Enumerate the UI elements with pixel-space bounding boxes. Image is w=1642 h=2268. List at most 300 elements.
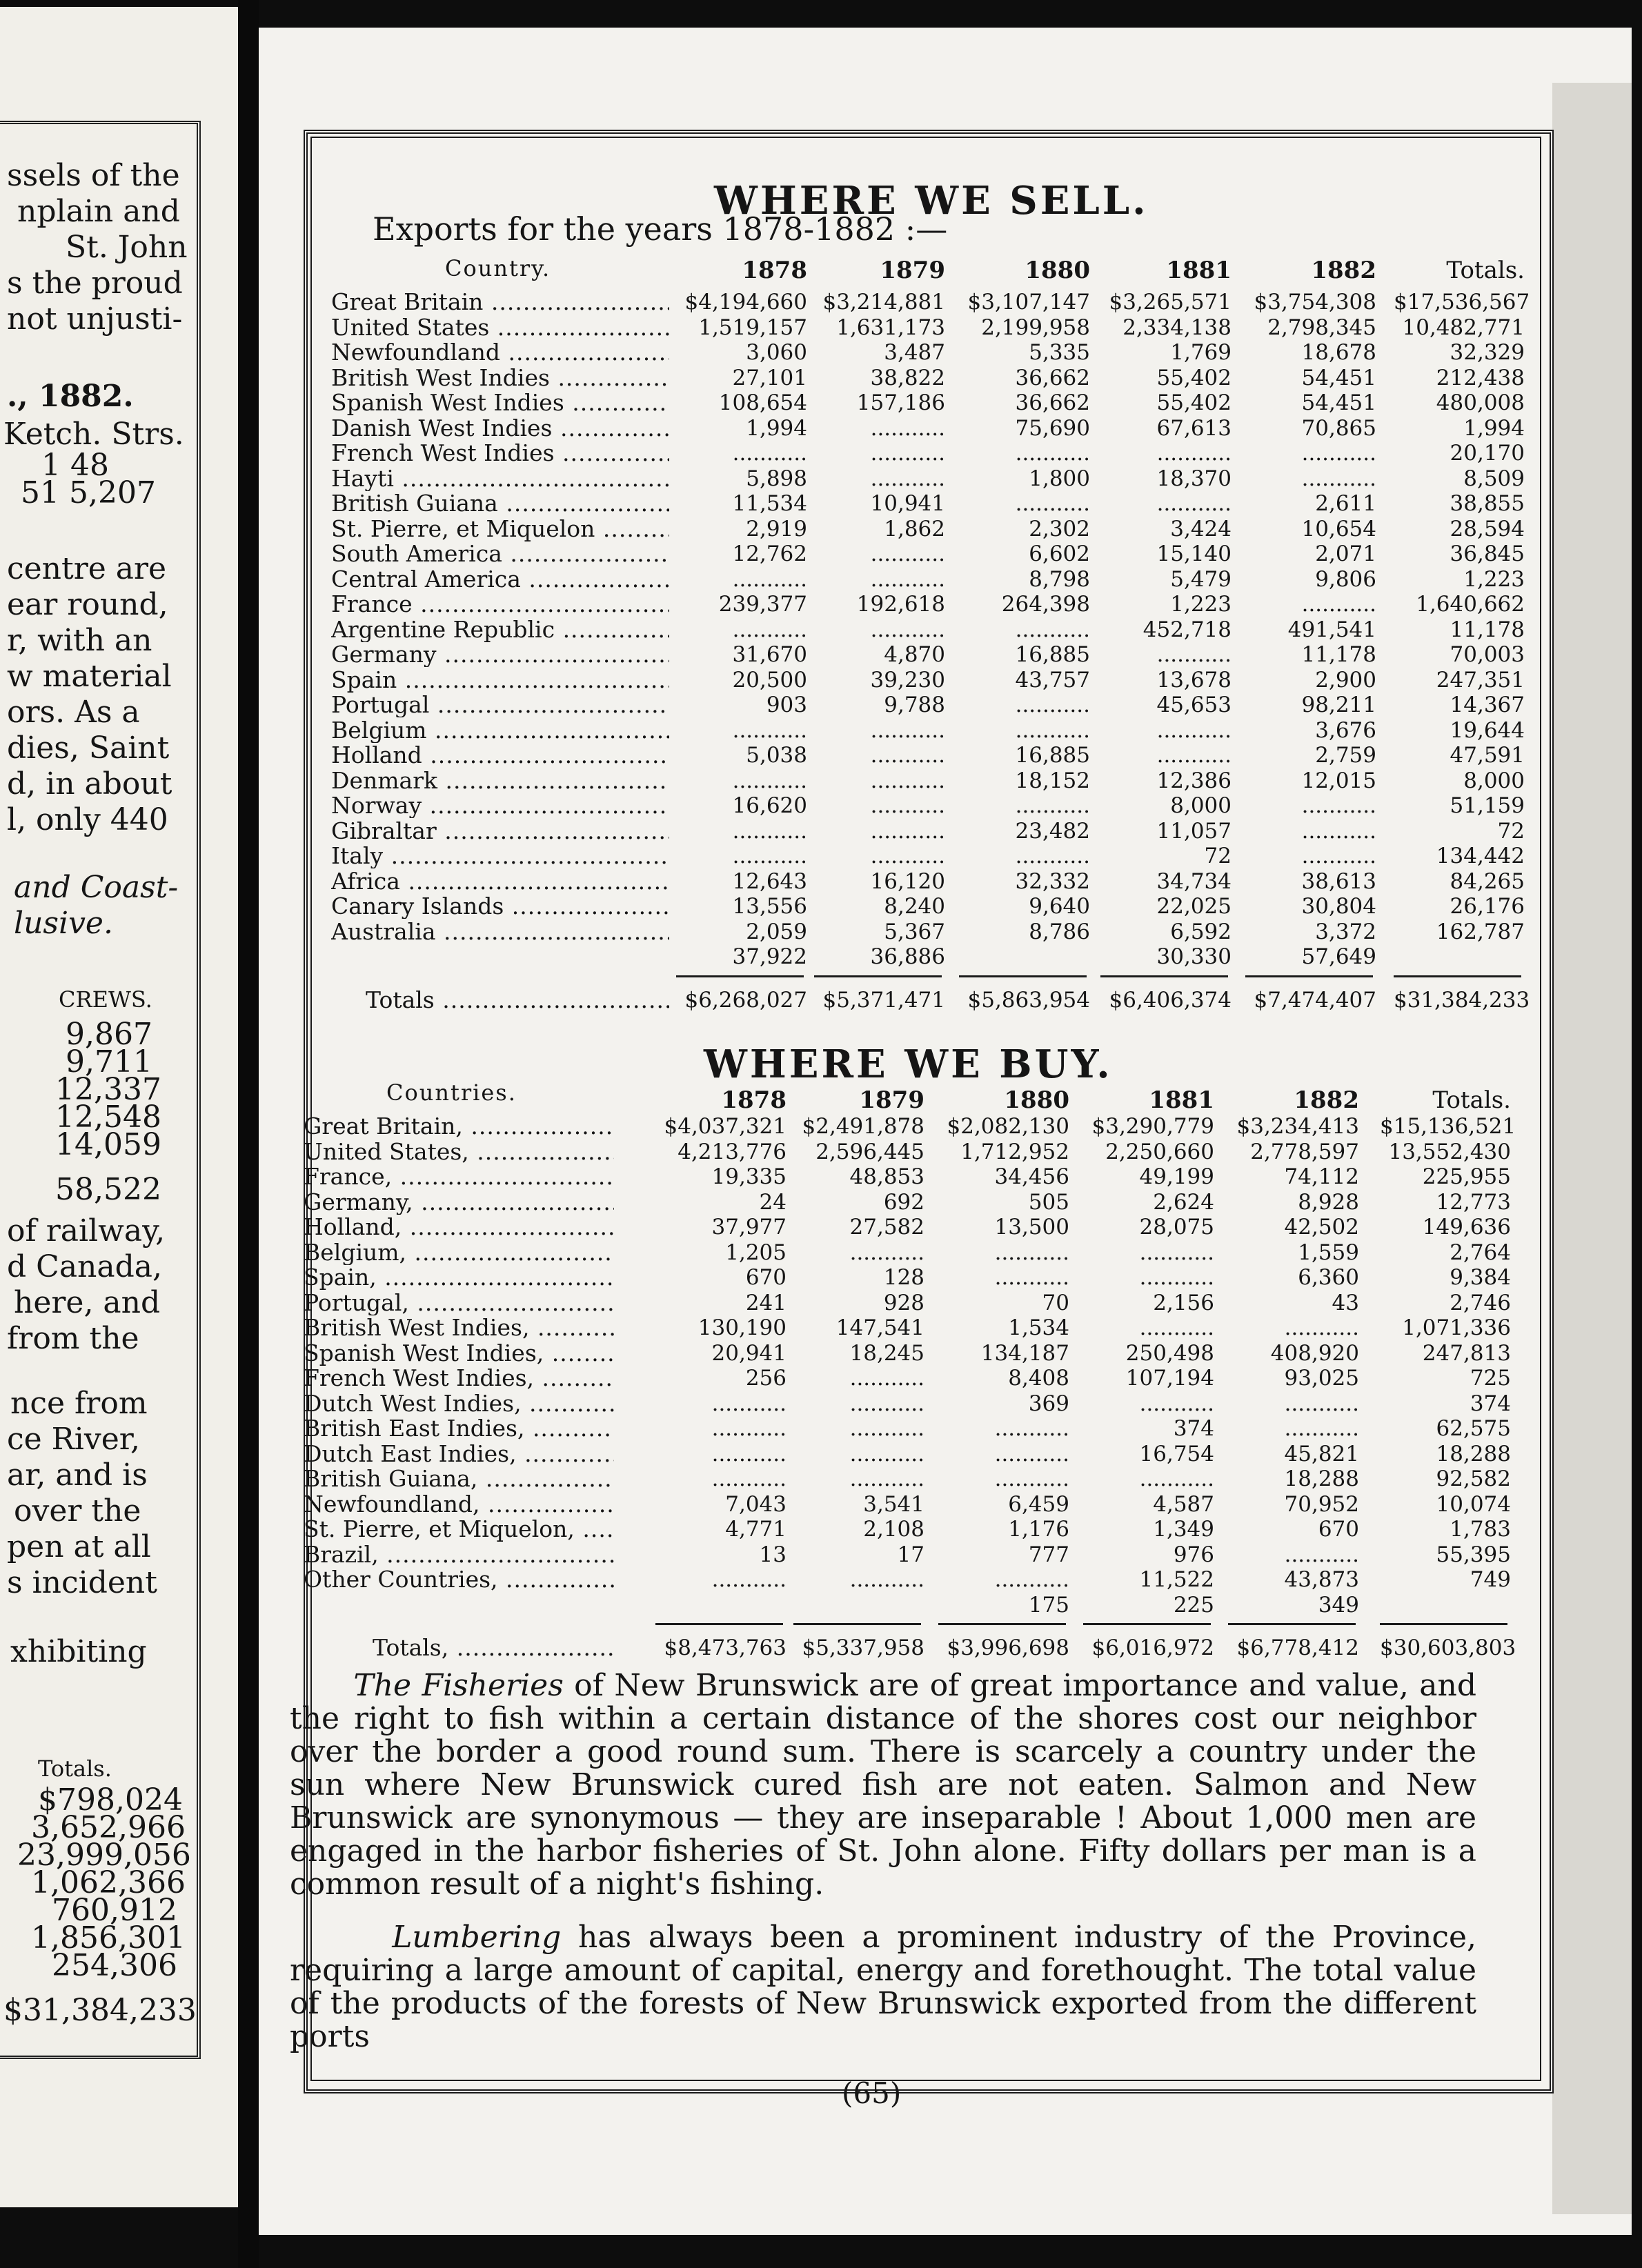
sell-value-cell: 162,787 [1436, 919, 1525, 944]
sell-value-cell: 84,265 [1450, 868, 1525, 894]
buy-totals-rule [1380, 1623, 1507, 1625]
sell-value-cell: 45,653 [1156, 693, 1232, 717]
buy-value-cell: ........... [994, 1441, 1069, 1466]
sell-country-name: Canary Islands ..... [331, 894, 669, 919]
sell-value-cell: 30,804 [1301, 894, 1376, 919]
left-page-line: 1,062,366 [31, 1865, 186, 1900]
sell-value-cell: 1,223 [1170, 592, 1232, 617]
sell-value-cell: ........... [1015, 491, 1090, 516]
buy-country-name: Other Countries, ..... [304, 1567, 614, 1592]
sell-country-name: St. Pierre, et Miquelon ..... [331, 517, 669, 541]
sell-year-header: 1879 [880, 257, 945, 284]
sell-value-cell: ........... [1015, 793, 1090, 818]
buy-table-row [304, 1341, 1518, 1366]
sell-value-cell: 134,442 [1436, 844, 1525, 868]
buy-value-cell: ........... [994, 1416, 1069, 1441]
left-page-line: lusive. [14, 906, 113, 941]
sell-table-row [331, 416, 1545, 441]
buy-country-name: Great Britain, ..... [304, 1114, 614, 1139]
buy-value-cell: 24 [759, 1189, 787, 1215]
buy-value-cell: ........... [1139, 1391, 1214, 1416]
left-page-line: s the proud [7, 266, 183, 301]
sell-value-cell: ........... [1156, 491, 1232, 516]
buy-totals-rule [793, 1623, 921, 1625]
buy-country-name: British Guiana, ..... [304, 1466, 614, 1491]
sell-country-name: Spain ..... [331, 668, 669, 693]
sell-value-cell: 4,870 [884, 642, 945, 667]
sell-value-cell: 39,230 [870, 667, 945, 693]
buy-value-cell: 2,250,660 [1105, 1139, 1214, 1164]
buy-value-cell: 1,071,336 [1402, 1315, 1511, 1340]
buy-value-cell: 134,187 [980, 1340, 1069, 1366]
sell-value-cell: 10,941 [870, 491, 945, 516]
buy-table-row [304, 1416, 1518, 1441]
sell-totals-rule [676, 975, 804, 977]
buy-table-row [304, 1442, 1518, 1466]
buy-value-cell: ........... [1139, 1240, 1214, 1265]
left-page-line: s incident [7, 1565, 157, 1600]
sell-totals-rule [959, 975, 1087, 977]
buy-value-cell: 8,928 [1298, 1189, 1359, 1215]
sell-value-cell: 32,329 [1450, 340, 1525, 365]
sell-value-cell: 10,654 [1301, 516, 1376, 541]
buy-country-name: Newfoundland, ..... [304, 1492, 614, 1517]
buy-value-cell: 777 [1028, 1542, 1069, 1567]
sell-value-cell: 18,370 [1156, 466, 1232, 491]
left-page-line: Totals. [38, 1755, 112, 1782]
buy-value-cell: 749 [1470, 1567, 1511, 1592]
buy-value-cell: 18,288 [1436, 1441, 1511, 1466]
buy-value-cell: 976 [1173, 1542, 1214, 1567]
sell-value-cell: 12,762 [732, 541, 807, 566]
sell-country-name: Germany ..... [331, 642, 669, 667]
sell-value-cell: 72 [1204, 844, 1232, 868]
sell-value-cell: 9,806 [1315, 566, 1376, 592]
sell-country-name: South America ..... [331, 541, 669, 566]
buy-value-cell: 27,582 [849, 1215, 924, 1240]
left-page-line: xhibiting [10, 1634, 147, 1669]
sell-value-cell: 1,994 [1463, 415, 1525, 441]
sell-value-cell: 5,898 [746, 466, 807, 491]
sell-value-cell: 3,424 [1170, 516, 1232, 541]
buy-table-row [304, 1542, 1518, 1567]
fisheries-paragraph [290, 1669, 1476, 1901]
buy-value-cell: 175 [1028, 1592, 1069, 1618]
sell-value-cell: 1,640,662 [1416, 592, 1525, 617]
sell-value-cell: 2,071 [1315, 541, 1376, 566]
sell-value-cell: 903 [766, 693, 807, 717]
buy-value-cell: 670 [1318, 1517, 1359, 1542]
sell-value-cell: ........... [870, 818, 945, 844]
buy-table-row [304, 1215, 1518, 1240]
sell-value-cell: 38,855 [1450, 491, 1525, 516]
buy-value-cell: 2,156 [1153, 1290, 1214, 1315]
buy-value-cell: 9,384 [1450, 1265, 1511, 1290]
sell-country-name: British Guiana ..... [331, 491, 669, 516]
left-page-line: r, with an [7, 623, 152, 658]
sell-value-cell: 8,786 [1029, 919, 1090, 944]
buy-value-cell: ........... [1284, 1416, 1359, 1441]
lumbering-text: has always been a prominent industry of the Province, requiring a large amount of capital, energy and forethought. The total value of the products of the forests of New Brunswick exported from the different ports [290, 1920, 1476, 2054]
sell-value-cell: 5,335 [1029, 340, 1090, 365]
buy-table-row [304, 1265, 1518, 1290]
buy-value-cell: 1,349 [1153, 1517, 1214, 1542]
sell-value-cell: 47,591 [1450, 743, 1525, 768]
sell-value-cell: 8,509 [1463, 466, 1525, 491]
buy-value-cell: ........... [849, 1366, 924, 1391]
buy-value-cell: 2,596,445 [815, 1139, 924, 1164]
sell-country-name: Hayti ..... [331, 466, 669, 491]
sell-table-row [331, 315, 1545, 340]
sell-value-cell: 264,398 [1001, 592, 1090, 617]
sell-value-cell: 1,631,173 [836, 315, 945, 340]
left-page-line: l, only 440 [7, 802, 168, 837]
sell-value-cell: 57,649 [1301, 944, 1376, 969]
sell-country-name: Denmark ..... [331, 768, 669, 793]
sell-year-header: Totals. [1446, 257, 1525, 284]
buy-value-cell: $15,136,521 [1380, 1114, 1516, 1139]
sell-country-name: France ..... [331, 592, 669, 617]
buy-value-cell: 2,764 [1450, 1240, 1511, 1265]
left-page-line: and Coast- [14, 870, 179, 905]
sell-value-cell: ........... [870, 717, 945, 743]
sell-value-cell: ........... [1301, 793, 1376, 818]
sell-value-cell: 1,519,157 [698, 315, 807, 340]
sell-value-cell: ........... [870, 793, 945, 818]
sell-table-row [331, 592, 1545, 617]
left-page-line: 254,306 [52, 1948, 177, 1983]
buy-value-cell: ........... [1139, 1265, 1214, 1290]
buy-value-cell: ........... [711, 1466, 787, 1491]
left-page-line: CREWS. [59, 986, 152, 1013]
sell-table-row [331, 491, 1545, 516]
sell-value-cell: ........... [1015, 693, 1090, 717]
sell-value-cell: 13,556 [732, 894, 807, 919]
sell-value-cell: ........... [1301, 844, 1376, 868]
buy-year-header: 1878 [721, 1086, 787, 1114]
buy-value-cell: 43,873 [1284, 1567, 1359, 1592]
sell-value-cell: 8,240 [884, 894, 945, 919]
sell-table-row [331, 642, 1545, 667]
sell-value-cell: 15,140 [1156, 541, 1232, 566]
buy-table-row [304, 1492, 1518, 1517]
buy-value-cell: 70 [1042, 1290, 1069, 1315]
buy-value-cell: ........... [1139, 1315, 1214, 1340]
sell-value-cell: 13,678 [1156, 667, 1232, 693]
buy-year-header: Totals. [1432, 1086, 1511, 1114]
buy-value-cell: $3,290,779 [1091, 1114, 1214, 1139]
left-page-line: d, in about [7, 766, 172, 802]
sell-value-cell: 3,060 [746, 340, 807, 365]
buy-year-header: 1882 [1294, 1086, 1359, 1114]
left-page-line: 760,912 [52, 1893, 177, 1928]
buy-table-row [304, 1114, 1518, 1139]
sell-value-cell: 2,334,138 [1122, 315, 1232, 340]
lumbering-paragraph [290, 1921, 1476, 2053]
fisheries-title: The Fisheries [353, 1668, 564, 1703]
left-page-line: over the [14, 1493, 141, 1529]
sell-value-cell: 8,000 [1170, 793, 1232, 818]
sell-value-cell: ........... [732, 566, 807, 592]
buy-value-cell: 2,778,597 [1250, 1139, 1359, 1164]
sell-value-cell: 72 [1497, 818, 1525, 844]
left-page-line: 12,337 [55, 1072, 161, 1107]
sell-country-name: Argentine Republic ..... [331, 617, 669, 642]
buy-value-cell: ........... [711, 1416, 787, 1441]
sell-value-cell: ........... [870, 768, 945, 793]
buy-total-cell: $6,016,972 [1091, 1635, 1214, 1660]
sell-value-cell: $4,194,660 [684, 290, 807, 315]
buy-value-cell: $2,491,878 [802, 1114, 924, 1139]
sell-value-cell: 23,482 [1015, 818, 1090, 844]
sell-value-cell: 38,613 [1301, 868, 1376, 894]
sell-value-cell: ........... [1301, 592, 1376, 617]
sell-value-cell: 9,788 [884, 693, 945, 717]
sell-table-row [331, 517, 1545, 541]
sell-total-cell: $6,268,027 [684, 987, 807, 1013]
sell-year-header: 1880 [1025, 257, 1090, 284]
sell-table-row [331, 541, 1545, 566]
buy-value-cell: ........... [849, 1391, 924, 1416]
sell-value-cell: 55,402 [1156, 365, 1232, 390]
sell-country-name: Holland ..... [331, 743, 669, 768]
left-page-line: ce River, [7, 1422, 140, 1457]
sell-value-cell: 51,159 [1450, 793, 1525, 818]
sell-value-cell: ........... [870, 617, 945, 642]
buy-value-cell: 149,636 [1422, 1215, 1511, 1240]
sell-table-row [331, 919, 1545, 944]
sell-value-cell: ........... [870, 743, 945, 768]
buy-value-cell: 48,853 [849, 1164, 924, 1189]
sell-value-cell: 2,302 [1029, 516, 1090, 541]
buy-totals-rule [938, 1623, 1066, 1625]
left-page-line: 12,548 [55, 1100, 161, 1135]
sell-value-cell: 54,451 [1301, 365, 1376, 390]
buy-value-cell: 17 [897, 1542, 924, 1567]
sell-value-cell: 34,734 [1156, 868, 1232, 894]
buy-totals-rule [1228, 1623, 1356, 1625]
sell-value-cell: 157,186 [856, 390, 945, 415]
buy-value-cell: 8,408 [1008, 1366, 1069, 1391]
sell-value-cell: $3,754,308 [1254, 290, 1376, 315]
buy-country-name: France, ..... [304, 1164, 614, 1189]
buy-value-cell: 6,459 [1008, 1491, 1069, 1517]
sell-value-cell: ........... [1301, 441, 1376, 466]
buy-total-cell: $5,337,958 [802, 1635, 924, 1660]
sell-value-cell: 1,800 [1029, 466, 1090, 491]
left-page-line: ear round, [7, 587, 168, 622]
buy-value-cell: 256 [745, 1366, 787, 1391]
sell-value-cell: ........... [1015, 617, 1090, 642]
sell-value-cell: ........... [732, 441, 807, 466]
buy-year-header: 1879 [859, 1086, 924, 1114]
left-page-line: 14,059 [55, 1127, 161, 1162]
sell-value-cell: 43,757 [1015, 667, 1090, 693]
left-page-line: $31,384,233 [3, 1993, 197, 2028]
sell-value-cell: ........... [870, 566, 945, 592]
sell-table-row [331, 668, 1545, 693]
buy-value-cell: ........... [711, 1391, 787, 1416]
sell-country-name: Great Britain ..... [331, 290, 669, 315]
sell-value-cell: $3,107,147 [967, 290, 1090, 315]
buy-total-cell: $8,473,763 [664, 1635, 787, 1660]
buy-value-cell: 1,205 [725, 1240, 787, 1265]
sell-value-cell: 2,059 [746, 919, 807, 944]
sell-value-cell: ........... [1156, 441, 1232, 466]
buy-value-cell: 1,783 [1450, 1517, 1511, 1542]
left-page-line: 58,522 [55, 1172, 161, 1207]
sell-value-cell: 32,332 [1015, 868, 1090, 894]
sell-year-header: 1881 [1166, 257, 1232, 284]
sell-total-cell: $5,863,954 [967, 987, 1090, 1013]
sell-table-row [331, 819, 1545, 844]
buy-value-cell: ........... [849, 1240, 924, 1265]
buy-country-name: St. Pierre, et Miquelon, ..... [304, 1517, 614, 1542]
buy-country-name: Brazil, ..... [304, 1542, 614, 1567]
sell-value-cell: 36,662 [1015, 390, 1090, 415]
sell-value-cell: 5,038 [746, 743, 807, 768]
sell-value-cell: ........... [870, 541, 945, 566]
sell-country-name: Belgium ..... [331, 718, 669, 743]
buy-country-name: Portugal, ..... [304, 1291, 614, 1315]
buy-value-cell: 20,941 [711, 1340, 787, 1366]
buy-value-cell: 55,395 [1436, 1542, 1511, 1567]
sell-table-row [331, 366, 1545, 390]
buy-total-cell: $30,603,803 [1380, 1635, 1516, 1660]
sell-value-cell: 38,822 [870, 365, 945, 390]
sell-value-cell: 36,662 [1015, 365, 1090, 390]
sell-table-row [331, 466, 1545, 491]
buy-value-cell: ........... [849, 1567, 924, 1592]
sell-value-cell: 20,170 [1450, 441, 1525, 466]
sell-value-cell: 452,718 [1143, 617, 1232, 642]
buy-table-row [304, 1517, 1518, 1542]
left-page-line: 9,711 [66, 1044, 152, 1080]
sell-value-cell: 16,120 [870, 868, 945, 894]
left-page-line: centre are [7, 551, 167, 586]
buy-table-row [304, 1366, 1518, 1391]
sell-value-cell: 18,678 [1301, 340, 1376, 365]
sell-value-cell: 20,500 [732, 667, 807, 693]
buy-year-header: 1880 [1004, 1086, 1069, 1114]
buy-total-cell: $3,996,698 [947, 1635, 1069, 1660]
sell-value-cell: 12,015 [1301, 768, 1376, 793]
left-page-line: Ketch. Strs. [3, 417, 184, 452]
buy-value-cell: 1,712,952 [960, 1139, 1069, 1164]
buy-value-cell: 408,920 [1270, 1340, 1359, 1366]
sell-title: WHERE WE SELL. [714, 178, 1149, 223]
sell-value-cell: 8,798 [1029, 566, 1090, 592]
buy-value-cell: 1,534 [1008, 1315, 1069, 1340]
buy-value-cell: ........... [711, 1441, 787, 1466]
sell-value-cell: $3,214,881 [822, 290, 945, 315]
sell-country-name: Africa ..... [331, 869, 669, 894]
buy-value-cell: 16,754 [1139, 1441, 1214, 1466]
buy-value-cell: 92,582 [1436, 1466, 1511, 1491]
buy-table-row [304, 1315, 1518, 1340]
sell-country-name: Norway ..... [331, 793, 669, 818]
buy-value-cell: 6,360 [1298, 1265, 1359, 1290]
buy-country-name: Dutch West Indies, ..... [304, 1391, 614, 1416]
buy-value-cell: 225 [1173, 1592, 1214, 1618]
sell-subtitle: Exports for the years 1878-1882 :— [373, 210, 948, 248]
sell-value-cell: 3,487 [884, 340, 945, 365]
sell-total-cell: $5,371,471 [822, 987, 945, 1013]
left-page-line: $798,024 [38, 1782, 183, 1818]
buy-value-cell: 93,025 [1284, 1366, 1359, 1391]
sell-value-cell: 1,994 [746, 415, 807, 441]
buy-value-cell: 18,288 [1284, 1466, 1359, 1491]
sell-country-name: Australia ..... [331, 919, 669, 944]
buy-country-name: Holland, ..... [304, 1215, 614, 1240]
left-page-line: here, and [14, 1285, 161, 1320]
sell-value-cell: ........... [1301, 818, 1376, 844]
sell-totals-rule [1394, 975, 1521, 977]
buy-value-cell: 13,552,430 [1388, 1139, 1511, 1164]
sell-table-row [331, 869, 1545, 894]
buy-value-cell: 49,199 [1139, 1164, 1214, 1189]
sell-value-cell: 212,438 [1436, 365, 1525, 390]
buy-country-name: Belgium, ..... [304, 1240, 614, 1265]
sell-country-name: Danish West Indies ..... [331, 416, 669, 441]
sell-country-name: Portugal ..... [331, 693, 669, 717]
sell-value-cell: 75,690 [1015, 415, 1090, 441]
sell-table-row [331, 718, 1545, 743]
left-page-line: dies, Saint [7, 730, 170, 766]
left-page-line: 23,999,056 [17, 1838, 191, 1873]
sell-totals-row [366, 988, 1580, 1013]
sell-value-cell: 70,865 [1301, 415, 1376, 441]
buy-value-cell: 1,559 [1298, 1240, 1359, 1265]
sell-table-row [331, 768, 1545, 793]
buy-value-cell: ........... [1284, 1391, 1359, 1416]
fisheries-text: of New Brunswick are of great importance and value, and the right to fish within a certain distance of the shores cost our neighbor over the border a good round sum. There is scarcely a country under the sun where New Brunswick cured fish are not eaten. Salmon and New Brunswick are synonymous — they are inseparable ! About 1,000 men are engaged in the harbor fisheries of St. John alone. Fifty dollars per man is a common result of a night's fishing. [290, 1668, 1477, 1902]
sell-value-cell: 108,654 [718, 390, 807, 415]
buy-value-cell: 247,813 [1422, 1340, 1511, 1366]
buy-value-cell: ........... [994, 1265, 1069, 1290]
sell-value-cell: ........... [732, 768, 807, 793]
buy-table-row [304, 1240, 1518, 1265]
buy-value-cell: ........... [994, 1240, 1069, 1265]
sell-value-cell: 8,000 [1463, 768, 1525, 793]
left-page-line: ssels of the [7, 158, 180, 193]
sell-value-cell: 2,611 [1315, 491, 1376, 516]
buy-value-cell: 928 [883, 1290, 924, 1315]
sell-value-cell: 37,922 [732, 944, 807, 969]
sell-value-cell: 1,769 [1170, 340, 1232, 365]
sell-value-cell: ........... [1015, 441, 1090, 466]
sell-value-cell: 31,670 [732, 642, 807, 667]
buy-value-cell: ........... [1284, 1542, 1359, 1567]
buy-value-cell: 37,977 [711, 1215, 787, 1240]
sell-value-cell: 16,885 [1015, 642, 1090, 667]
sell-year-header: 1878 [742, 257, 807, 284]
buy-value-cell: 4,587 [1153, 1491, 1214, 1517]
buy-value-cell: 147,541 [835, 1315, 924, 1340]
sell-value-cell: 11,057 [1156, 818, 1232, 844]
buy-total-cell: $6,778,412 [1236, 1635, 1359, 1660]
sell-value-cell: 2,919 [746, 516, 807, 541]
sell-value-cell: 12,643 [732, 868, 807, 894]
sell-value-cell: 11,178 [1301, 642, 1376, 667]
buy-country-name: Dutch East Indies, ..... [304, 1442, 614, 1466]
buy-value-cell: 3,541 [863, 1491, 924, 1517]
buy-table-row [304, 1190, 1518, 1215]
buy-value-cell: 4,213,776 [677, 1139, 787, 1164]
buy-table-row [304, 1164, 1518, 1189]
sell-country-label: Country. [445, 255, 551, 281]
buy-value-cell: 19,335 [711, 1164, 787, 1189]
